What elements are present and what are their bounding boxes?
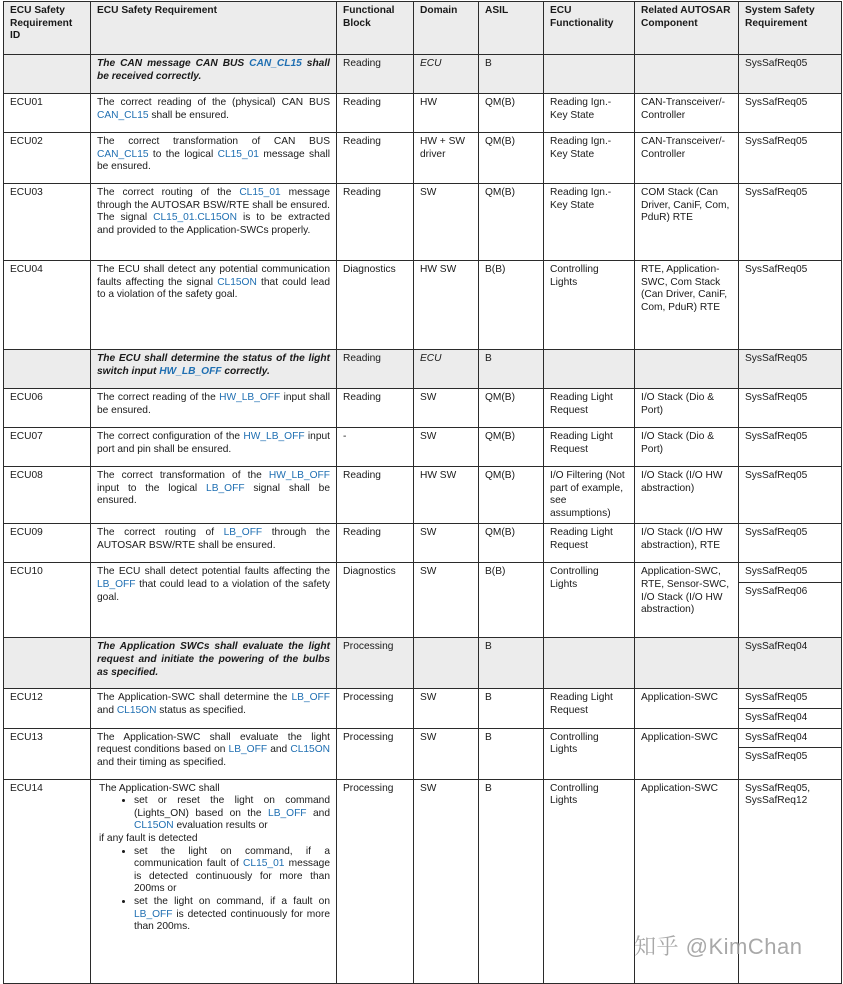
requirement-condition: if any fault is detected [99,832,198,844]
cell-block: Reading [337,184,414,261]
table-row [4,389,842,428]
cell-domain [414,638,479,689]
cell-asil: B [479,638,544,689]
table-row [4,728,842,779]
signal-name: CL15ON [134,820,174,832]
signal-name: CL15ON [116,704,157,716]
cell-block: Diagnostics [337,261,414,350]
header-autosar-component: Related AUTOSAR Component [635,2,739,55]
cell-domain: SW [414,563,479,638]
cell-autosar: I/O Stack (Dio & Port) [635,389,739,428]
cell-autosar: I/O Stack (I/O HW abstraction), RTE [635,524,739,563]
cell-requirement: The correct transformation of the HW_LB_OFF input to the logical LB_OFF signal shall be ensured. [91,467,337,524]
signal-name: CAN_CL15 [97,109,149,121]
cell-id: ECU03 [4,184,91,261]
cell-requirement: The Application-SWC shall evaluate the light request conditions based on LB_OFF and CL15ON and their timing as specified. [91,728,337,779]
table-row [4,467,842,524]
cell-domain: HW SW [414,467,479,524]
signal-name: HW_LB_OFF [159,365,222,377]
signal-name: HW_LB_OFF [219,392,281,403]
signal-name: CAN_CL15 [249,58,302,69]
cell-id: ECU08 [4,467,91,524]
cell-domain: SW [414,689,479,728]
cell-autosar: RTE, Application-SWC, Com Stack (Can Driver, CaniF, Com, PduR) RTE [635,261,739,350]
table-row [4,350,842,389]
cell-id: ECU01 [4,94,91,133]
cell-asil: QM(B) [479,428,544,467]
cell-functionality: Controlling Lights [544,563,635,638]
signal-name: LB_OFF [228,744,268,756]
sysreq-secondary: SysSafReq06 [739,582,841,599]
cell-id: ECU02 [4,133,91,184]
cell-autosar: I/O Stack (Dio & Port) [635,428,739,467]
header-id: ECU Safety Requirement ID [4,2,91,55]
cell-sysreq: SysSafReq05 [739,94,842,133]
cell-requirement: The correct reading of the (physical) CAN BUS CAN_CL15 shall be ensured. [91,94,337,133]
cell-block: Reading [337,350,414,389]
signal-name: CL15ON [217,276,257,288]
cell-sysreq: SysSafReq05 [739,184,842,261]
cell-functionality: Reading Ign.-Key State [544,94,635,133]
table-row [4,563,842,638]
cell-sysreq: SysSafReq05 [739,524,842,563]
cell-functionality: I/O Filtering (Not part of example, see assumptions) [544,467,635,524]
cell-autosar: Application-SWC [635,779,739,983]
table-row [4,133,842,184]
cell-autosar: Application-SWC, RTE, Sensor-SWC, I/O Stack (I/O HW abstraction) [635,563,739,638]
cell-asil: B(B) [479,563,544,638]
signal-name: CL15_01 [239,187,281,198]
cell-domain: SW [414,428,479,467]
cell-sysreq: SysSafReq05 [739,55,842,94]
signal-name: CL15_01 [243,858,285,870]
cell-requirement [91,779,337,983]
header-ecu-functionality: ECU Functionality [544,2,635,55]
cell-id: ECU13 [4,728,91,779]
cell-block: Processing [337,638,414,689]
cell-block: Reading [337,133,414,184]
cell-domain: ECU [414,55,479,94]
watermark: 知乎 @KimChan [634,934,803,959]
signal-name: HW_LB_OFF [268,470,330,481]
signal-name: LB_OFF [97,578,136,590]
cell-domain: ECU [414,350,479,389]
cell-autosar: CAN-Transceiver/-Controller [635,133,739,184]
cell-asil: B [479,779,544,983]
cell-id [4,55,91,94]
requirement-bullet: • set the light on command, if a fault on LB_OFF is detected continuously for more than 200ms. [134,896,330,934]
cell-block: Reading [337,467,414,524]
cell-functionality: Reading Ign.-Key State [544,184,635,261]
cell-domain: HW SW [414,261,479,350]
signal-name: CL15_01 [217,148,259,160]
signal-name: LB_OFF [268,807,307,819]
requirement-intro: The Application-SWC shall [99,782,220,794]
safety-requirements-table [3,1,842,984]
signal-name: LB_OFF [134,908,173,920]
cell-requirement: The correct reading of the HW_LB_OFF input shall be ensured. [91,389,337,428]
cell-autosar [635,55,739,94]
cell-asil: QM(B) [479,184,544,261]
cell-autosar [635,350,739,389]
cell-autosar: Application-SWC [635,728,739,779]
cell-asil: QM(B) [479,389,544,428]
signal-name: LB_OFF [223,527,263,539]
table-row [4,94,842,133]
table-header-row [4,2,842,55]
signal-name: CL15_01.CL15ON [153,212,237,224]
cell-functionality: Reading Light Request [544,524,635,563]
cell-sysreq [739,563,842,638]
table-row [4,428,842,467]
header-requirement: ECU Safety Requirement [91,2,337,55]
cell-id [4,350,91,389]
cell-asil: B [479,55,544,94]
cell-functionality: Controlling Lights [544,261,635,350]
cell-functionality [544,638,635,689]
cell-requirement: The correct routing of LB_OFF through the AUTOSAR BSW/RTE shall be ensured. [91,524,337,563]
sysreq-primary: SysSafReq04 [745,731,808,743]
cell-id [4,638,91,689]
cell-asil: QM(B) [479,467,544,524]
cell-requirement: The Application-SWC shall determine the LB_OFF and CL15ON status as specified. [91,689,337,728]
sysreq-primary: SysSafReq05 [745,566,808,578]
header-domain: Domain [414,2,479,55]
header-functional-block: Functional Block [337,2,414,55]
cell-domain: SW [414,728,479,779]
cell-sysreq: SysSafReq05 [739,350,842,389]
sysreq-secondary: SysSafReq05 [739,747,841,764]
cell-block: Reading [337,55,414,94]
requirement-bullets-1 [97,795,330,833]
cell-id: ECU04 [4,261,91,350]
cell-functionality: Controlling Lights [544,779,635,983]
requirement-bullet: • set the light on command, if a communication fault of CL15_01 message is detected continuously for more than 200ms or [134,846,330,896]
header-asil: ASIL [479,2,544,55]
cell-functionality [544,350,635,389]
cell-asil: QM(B) [479,133,544,184]
cell-functionality: Reading Light Request [544,689,635,728]
signal-name: LB_OFF [291,692,330,704]
cell-functionality [544,55,635,94]
cell-sysreq: SysSafReq05 [739,389,842,428]
cell-asil: B(B) [479,261,544,350]
table-row [4,261,842,350]
cell-autosar: CAN-Transceiver/-Controller [635,94,739,133]
cell-block: Reading [337,524,414,563]
cell-id: ECU12 [4,689,91,728]
cell-domain: SW [414,389,479,428]
cell-block: Processing [337,728,414,779]
cell-block: Reading [337,94,414,133]
cell-domain: SW [414,779,479,983]
cell-requirement: The correct transformation of CAN BUS CAN_CL15 to the logical CL15_01 message shall be ensured. [91,133,337,184]
cell-functionality: Reading Ign.-Key State [544,133,635,184]
cell-requirement: The Application SWCs shall evaluate the light request and initiate the powering of the bulbs as specified. [91,638,337,689]
cell-asil: B [479,728,544,779]
cell-autosar: I/O Stack (I/O HW abstraction) [635,467,739,524]
cell-sysreq [739,689,842,728]
cell-requirement: The ECU shall determine the status of the light switch input HW_LB_OFF correctly. [91,350,337,389]
cell-requirement: The correct routing of the CL15_01 message through the AUTOSAR BSW/RTE shall be ensured. The signal CL15_01.CL15ON is to be extracted and provided to the Application-SWCs properly. [91,184,337,261]
table-row [4,524,842,563]
cell-sysreq: SysSafReq05 [739,133,842,184]
cell-autosar: Application-SWC [635,689,739,728]
cell-block: Reading [337,389,414,428]
cell-requirement: The ECU shall detect any potential communication faults affecting the signal CL15ON that could lead to a violation of the safety goal. [91,261,337,350]
cell-autosar: COM Stack (Can Driver, CaniF, Com, PduR) RTE [635,184,739,261]
signal-name: CL15ON [290,744,330,756]
signal-name: HW_LB_OFF [243,431,305,442]
table-row [4,638,842,689]
cell-block: Diagnostics [337,563,414,638]
cell-requirement: The CAN message CAN BUS CAN_CL15 shall be received correctly. [91,55,337,94]
sysreq-primary: SysSafReq05 [745,692,808,704]
cell-sysreq: SysSafReq05, SysSafReq12 [739,779,842,983]
cell-domain: HW + SW driver [414,133,479,184]
signal-name: CAN_CL15 [97,148,149,160]
cell-id: ECU06 [4,389,91,428]
cell-asil: QM(B) [479,524,544,563]
cell-domain: HW [414,94,479,133]
header-system-requirement: System Safety Requirement [739,2,842,55]
cell-block: Processing [337,689,414,728]
cell-id: ECU14 [4,779,91,983]
table-row [4,689,842,728]
requirement-bullet: • set or reset the light on command (Lights_ON) based on the LB_OFF and CL15ON evaluation results or [134,795,330,833]
cell-sysreq [739,728,842,779]
cell-id: ECU10 [4,563,91,638]
cell-asil: B [479,689,544,728]
cell-domain: SW [414,524,479,563]
table-row [4,55,842,94]
cell-functionality: Controlling Lights [544,728,635,779]
requirement-bullets-2 [97,846,330,934]
cell-requirement: The correct configuration of the HW_LB_OFF input port and pin shall be ensured. [91,428,337,467]
cell-id: ECU07 [4,428,91,467]
cell-sysreq: SysSafReq05 [739,467,842,524]
cell-requirement: The ECU shall detect potential faults affecting the LB_OFF that could lead to a violation of the safety goal. [91,563,337,638]
cell-functionality: Reading Light Request [544,428,635,467]
signal-name: LB_OFF [206,482,245,494]
cell-block: - [337,428,414,467]
cell-id: ECU09 [4,524,91,563]
cell-sysreq: SysSafReq04 [739,638,842,689]
sysreq-secondary: SysSafReq04 [739,708,841,725]
cell-functionality: Reading Light Request [544,389,635,428]
table-row [4,184,842,261]
cell-autosar [635,638,739,689]
cell-sysreq: SysSafReq05 [739,261,842,350]
cell-domain: SW [414,184,479,261]
cell-asil: B [479,350,544,389]
cell-sysreq: SysSafReq05 [739,428,842,467]
cell-block: Processing [337,779,414,983]
cell-asil: QM(B) [479,94,544,133]
